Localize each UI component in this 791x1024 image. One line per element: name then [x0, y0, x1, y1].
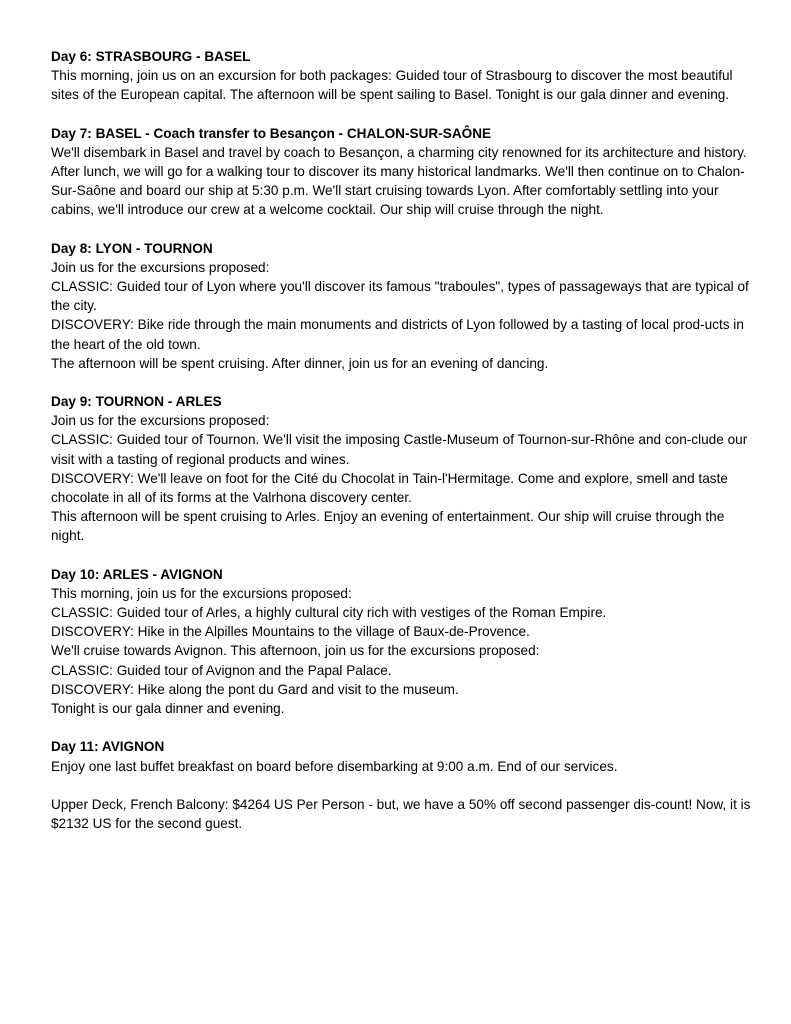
day-paragraph: CLASSIC: Guided tour of Lyon where you'll discover its famous "traboules", types of passageways that are typical of the city.	[51, 279, 749, 314]
day-heading: Day 11: AVIGNON	[51, 739, 165, 755]
day-paragraph: CLASSIC: Guided tour of Arles, a highly cultural city rich with vestiges of the Roman Empire.	[51, 605, 607, 621]
day-paragraph: Join us for the excursions proposed:	[51, 413, 270, 429]
pricing-paragraph: Upper Deck, French Balcony: $4264 US Per Person - but, we have a 50% off second passenger dis-count! Now, it is $2132 US for the second guest.	[51, 796, 751, 831]
day-section	[51, 47, 751, 105]
day-section	[51, 392, 751, 546]
day-paragraph: We'll disembark in Basel and travel by coach to Besançon, a charming city renowned for its architecture and history. After lunch, we will go for a walking tour to discover its many historical landmarks. We'll then continue on to Chalon-Sur-Saône and board our ship at 5:30 p.m. We'll start cruising towards Lyon. After comfortably settling into your cabins, we'll introduce our crew at a welcome cocktail. Our ship will cruise through the night.	[51, 144, 747, 218]
day-section	[51, 737, 751, 775]
day-section	[51, 239, 751, 373]
day-paragraph: DISCOVERY: We'll leave on foot for the Cité du Chocolat in Tain-l'Hermitage. Come and explore, smell and taste chocolate in all of its forms at the Valrhona discovery center.	[51, 470, 728, 506]
day-section	[51, 124, 751, 220]
day-paragraph: This morning, join us for the excursions proposed:	[51, 585, 352, 601]
day-heading: Day 9: TOURNON - ARLES	[51, 394, 222, 410]
day-paragraph: Tonight is our gala dinner and evening.	[51, 701, 285, 717]
day-heading: Day 6: STRASBOURG - BASEL	[51, 49, 251, 64]
day-paragraph: DISCOVERY: Bike ride through the main monuments and districts of Lyon followed by a tasting of local prod-ucts in the heart of the old town.	[51, 317, 744, 352]
itinerary-document	[51, 47, 751, 833]
day-heading: Day 10: ARLES - AVIGNON	[51, 566, 223, 582]
day-section	[51, 565, 751, 719]
day-paragraph: DISCOVERY: Hike along the pont du Gard and visit to the museum.	[51, 681, 459, 697]
day-paragraph: Enjoy one last buffet breakfast on board before disembarking at 9:00 a.m. End of our services.	[51, 758, 618, 774]
day-paragraph: The afternoon will be spent cruising. After dinner, join us for an evening of dancing.	[51, 355, 549, 371]
day-heading: Day 7: BASEL - Coach transfer to Besançon - CHALON-SUR-SAÔNE	[51, 125, 492, 141]
day-paragraph: CLASSIC: Guided tour of Tournon. We'll visit the imposing Castle-Museum of Tournon-sur-Rhône and con-clude our visit with a tasting of regional products and wines.	[51, 432, 748, 467]
day-paragraph: This afternoon will be spent cruising to Arles. Enjoy an evening of entertainment. Our ship will cruise through the night.	[51, 509, 725, 544]
day-paragraph: We'll cruise towards Avignon. This afternoon, join us for the excursions proposed:	[51, 643, 540, 659]
day-paragraph: CLASSIC: Guided tour of Avignon and the Papal Palace.	[51, 662, 392, 678]
day-paragraph: Join us for the excursions proposed:	[51, 259, 270, 275]
day-paragraph: This morning, join us on an excursion for both packages: Guided tour of Strasbourg to discover the most beautiful sites of the European capital. The afternoon will be spent sailing to Basel. Tonight is our gala dinner and evening.	[51, 68, 733, 103]
day-heading: Day 8: LYON - TOURNON	[51, 240, 213, 256]
day-paragraph: DISCOVERY: Hike in the Alpilles Mountains to the village of Baux-de-Provence.	[51, 624, 530, 640]
